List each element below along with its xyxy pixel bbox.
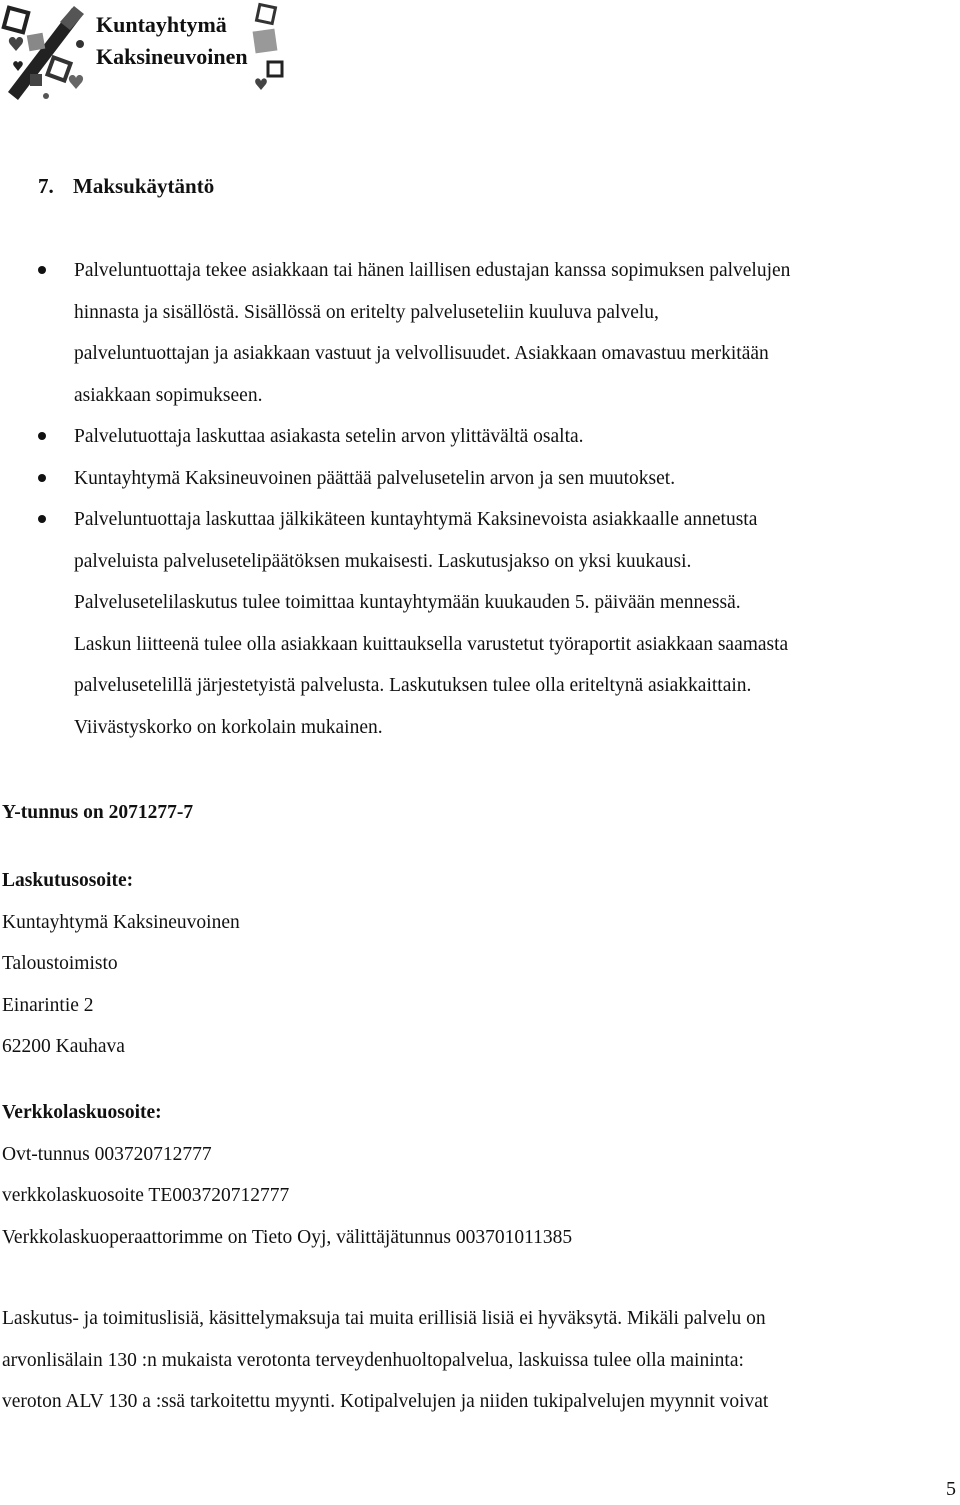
e-invoice-line: Ovt-tunnus 003720712777 [2, 1143, 212, 1165]
billing-address [2, 860, 240, 1068]
list-item [0, 250, 960, 416]
list-item-text: Palveluntuottaja laskuttaa jälkikäteen kuntayhtymä Kaksinevoista asiakkaalle annetusta palveluista palvelusetelipäätöksen mukaisesti. Laskutusjakso on yksi kuukausi. Palvelusetelilaskutus tulee toimittaa kuntayhtymään kuukauden 5. päivään mennessä. Laskun liitteenä tulee olla asiakkaan kuittauksella varustetut työraportit asiakkaan saamasta palvelusetelillä järjestetyistä palvelusta. Laskutuksen tulee olla eriteltynä asiakkaittain. Viivästyskorko on korkolain mukainen. [74, 509, 789, 738]
section-title: Maksukäytäntö [73, 174, 215, 198]
bullet-icon [38, 474, 46, 482]
list-item [0, 458, 960, 500]
logo-squares-icon [250, 0, 290, 100]
bullet-icon [38, 266, 46, 274]
logo-emblem-icon [0, 0, 96, 110]
e-invoice-line: Verkkolaskuoperaattorimme on Tieto Oyj, välittäjätunnus 003701011385 [2, 1226, 573, 1248]
business-id: Y-tunnus on 2071277-7 [2, 802, 194, 823]
list-item-text: Palveluntuottaja tekee asiakkaan tai hänen laillisen edustajan kanssa sopimuksen palvelujen hinnasta ja sisällöstä. Sisällössä on eritelty palveluseteliin kuuluva palvelu, palveluntuottajan ja asiakkaan vastuut ja velvollisuudet. Asiakkaan omavastuu merkitään asiakkaan sopimukseen. [74, 260, 791, 406]
fees-paragraph: Laskutus- ja toimituslisiä, käsittelymaksuja tai muita erillisiä lisiä ei hyväksytä. Mikäli palvelu on arvonlisälain 130 :n mukaista verotonta terveydenhuoltopalvelua, laskuissa tulee olla maininta: veroton ALV 130 a :ssä tarkoitettu myynti. Kotipalvelujen ja niiden tukipalvelujen myynnit voivat [2, 1308, 769, 1412]
list-item [0, 416, 960, 458]
e-invoice-heading: Verkkolaskuosoite: [2, 1102, 162, 1123]
billing-address-line: Kuntayhtymä Kaksineuvoinen [2, 911, 240, 933]
page-number: 5 [946, 1478, 956, 1500]
billing-address-line: Taloustoimisto [2, 953, 118, 974]
e-invoice-address [2, 1092, 572, 1258]
logo-title-line1: Kuntayhtymä [96, 12, 227, 37]
payment-terms-list [0, 250, 960, 748]
billing-address-heading: Laskutusosoite: [2, 870, 134, 891]
e-invoice-line: verkkolaskuosoite TE003720712777 [2, 1185, 290, 1206]
billing-address-line: 62200 Kauhava [2, 1036, 125, 1057]
list-item-text: Kuntayhtymä Kaksineuvoinen päättää palvelusetelin arvon ja sen muutokset. [74, 467, 676, 489]
section-heading [38, 174, 214, 199]
organization-logo [0, 0, 300, 110]
list-item [0, 499, 960, 748]
billing-address-line: Einarintie 2 [2, 994, 94, 1016]
logo-title-line2: Kaksineuvoinen [96, 44, 248, 69]
list-item-text: Palvelutuottaja laskuttaa asiakasta setelin arvon ylittävältä osalta. [74, 426, 584, 447]
bullet-icon [38, 515, 46, 523]
section-number: 7. [38, 174, 54, 198]
bullet-icon [38, 432, 46, 440]
